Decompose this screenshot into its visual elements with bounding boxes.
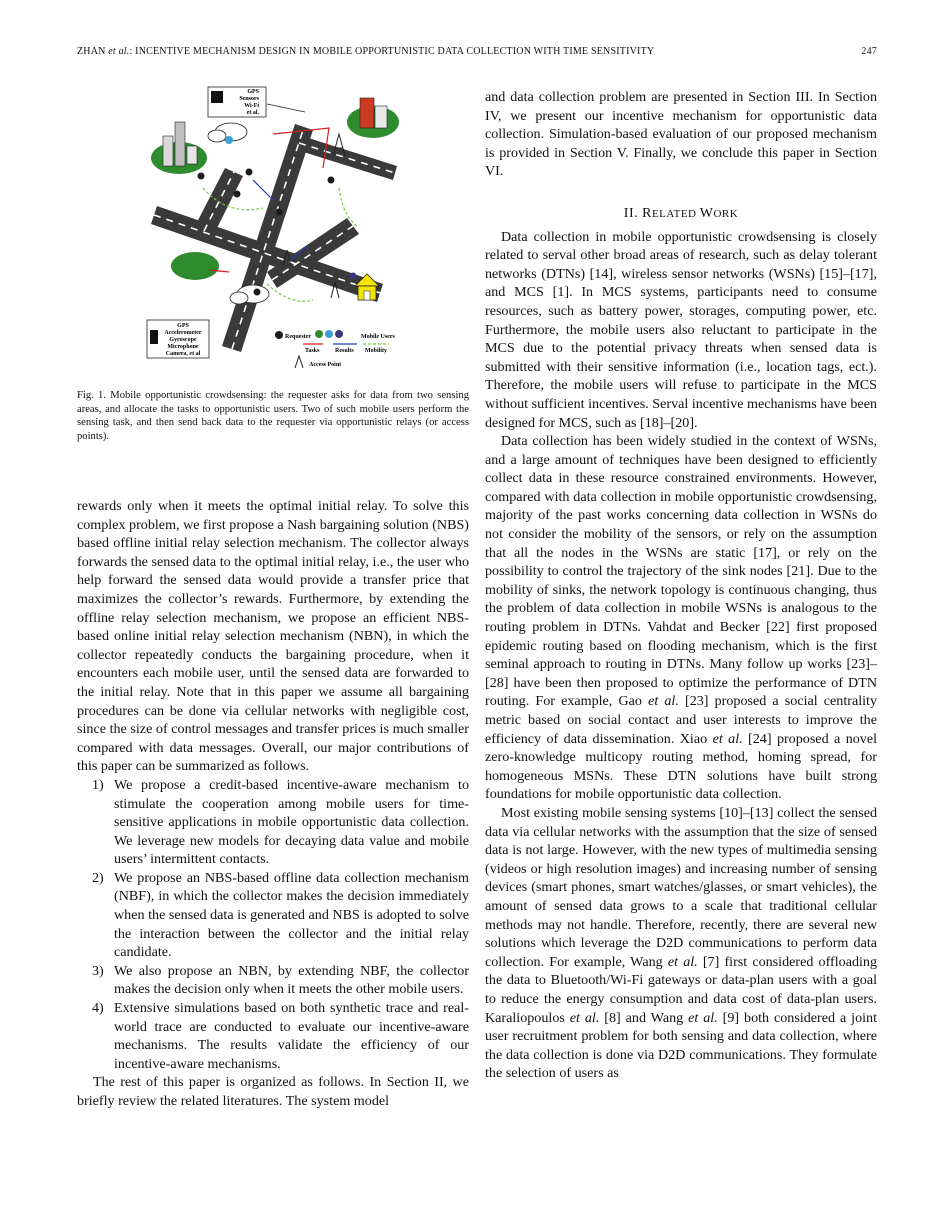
figure-legend [275, 330, 395, 368]
contributions-list [77, 776, 469, 1074]
legend-tasks: Tasks [305, 348, 320, 354]
right-para-1: Data collection in mobile opportunistic crowdsensing is closely related to serval other broad areas of research, such as delay tolerant networks (DTNs) [14], wireless sensor networks (WSNs) [15]–[17], and MCS [1]. In MCS systems, participants need to consume resources, such as battery power, storages, computing power, etc. Furthermore, the mobile users also reluctant to participate in the MCS due to the potential privacy threats when sensed data is submitted with their sensitive information (i.e., location tags, ect.). Therefore, the mobile users will refuse to participate in the MCS without sufficient incentives. Serval incentive mechanisms have been designed for MCS, such as [18]–[20]. [485, 228, 877, 431]
left-column [77, 497, 469, 1111]
list-item: 1) We propose a credit-based incentive-aware mechanism to stimulate the cooperation among mobile users for time-sensitive applications in mobile opportunistic data collection. We leverage new models for decaying data value and mobile users’ intermittent contacts. [92, 776, 469, 868]
sensor-box-bottom [147, 320, 209, 358]
list-item: 2) We propose an NBS-based offline data collection mechanism (NBF), in which the collector makes the decision immediately when the sensed data is generated and NBS is adopted to solve the interaction between the collector and the initial relay candidate. [92, 869, 469, 961]
figure-caption [77, 389, 469, 443]
legend-mobility: Mobility [365, 348, 387, 354]
box-top-line-3: Wi-Fi [244, 103, 259, 109]
figure-1 [77, 76, 469, 396]
crowdsensing-illustration [77, 76, 469, 386]
section-heading: II. RELATED WORK [623, 205, 739, 221]
box-top-line-2: Sensors [239, 96, 259, 102]
box-top-line-1: GPS [247, 89, 259, 95]
sensor-box-top [208, 87, 305, 117]
left-para-2: The rest of this paper is organized as follows. In Section II, we briefly review the related literatures. The system model [77, 1074, 469, 1109]
box-bottom-line-5: Camera, et al [165, 351, 201, 357]
box-bottom-line-3: Gyroscope [169, 337, 197, 343]
legend-access-point: Access Point [309, 362, 342, 368]
list-item: 4) Extensive simulations based on both synthetic trace and real-world trace are conducted to evaluate our incentive-aware mechanisms. The results validate the efficiency of our incentive-aware mechanisms. [92, 1000, 469, 1072]
running-title: ZHAN et al.: INCENTIVE MECHANISM DESIGN IN MOBILE OPPORTUNISTIC DATA COLLECTION WITH TIME SENSITIVITY [77, 46, 655, 57]
building-right-icon [360, 98, 387, 128]
caption-label: Fig. 1. [77, 390, 106, 401]
box-top-line-4: et al. [246, 110, 259, 116]
box-bottom-line-4: Microphone [167, 344, 199, 350]
page-number: 247 [861, 46, 877, 57]
legend-mobile-users: Mobile Users [361, 334, 395, 340]
right-para-0: and data collection problem are presented in Section III. In Section IV, we present our incentive mechanism for opportunistic data collection. Simulation-based evaluation of our proposed mechanism is provided in Section V. Finally, we conclude this paper in Section VI. [485, 89, 877, 180]
right-para-3: Most existing mobile sensing systems [10]–[13] collect the sensed data via cellular networks with the assumption that the size of sensed data is not large. However, with the new types of multimedia sensing (videos or high resolution images) and increasing number of sensing devices (smart phones, smart watches/glasses, or smart vehicles), the amount of sensed data grows to a scale that traditional cellular methods may not handle. Therefore, recently, there are several new solutions which leverage the D2D communications to perform data collection. For example, Wang et al. [7] first considered offloading the data to Bluetooth/Wi-Fi gateways or data-plan users with a goal to reduce the energy consumption and data cost of data-plan users. Karaliopoulos et al. [8] and Wang et al. [9] both considered a joint user recruitment problem for both sensing and data collection, where the data collection is done via D2D communications. They formulate the selection of users as [485, 804, 878, 1082]
running-header [77, 46, 877, 60]
right-para-2: Data collection has been widely studied in the context of WSNs, and a large amount of techniques have been designed to efficiently collect data in these resource constrained environments. However, compared with data collection in mobile opportunistic crowdsensing, majority of the past works concerning data collection in WSNs do not consider the mobility of the sensors, or rely on the assumption that all the nodes in the WSNs are static [17], or rely on the possibility to control the trajectory of the sink nodes [21]. Due to the mobility of sinks, the network topology is continuous changing, thus the problem of data collection in mobile WSNs is analogous to the routing problem in DTNs. Vahdat and Becker [22] first proposed epidemic routing based on flooding mechanism, which is the first seminal approach to routing in DTNs. Many follow up works [23]–[28] have been then proposed to optimize the performance of DTN routing. For example, Gao et al. [23] proposed a social centrality metric based on social contact and user interests to improve the efficiency of data dissemination. Xiao et al. [24] proposed a novel zero-knowledge multicopy routing method, homing spread, for homogeneous MSNs. These DTN solutions have built strong foundations for mobile opportunistic data collection. [485, 433, 878, 803]
legend-requester: Requester [285, 334, 311, 340]
box-bottom-line-1: GPS [177, 323, 189, 329]
right-column [485, 88, 877, 1083]
grass-area-bottom [171, 252, 219, 280]
cloud-bottom-icon [230, 285, 269, 304]
left-para-1: rewards only when it meets the optimal initial relay. To solve this complex problem, we first propose a Nash bargaining solution (NBS) based offline initial relay selection mechanism. The collector always forwards the sensed data to the optimal initial relay, i.e., the user who help forward the sensed data would provide a transfer price that maximizes the collector’s rewards. Furthermore, by extending the offline relay selection mechanism, we propose an efficient NBS-based online initial relay selection mechanism (NBN), in which the collector repeatedly conducts the bargaining procedure, when it encounters each mobile user, until the sensed data are forwarded to the initial relay. Note that in this paper we assume all bargaining procedures can be done via cellular networks with negligible cost, since the size of control messages and transfer prices is much smaller compared with data messages. Overall, our major contributions of this paper can be summarized as follows. [77, 498, 469, 775]
list-item: 3) We also propose an NBN, by extending NBF, the collector makes the decision only when it meets the other mobile users. [92, 962, 469, 998]
box-bottom-line-2: Accelerometer [164, 330, 202, 336]
legend-results: Results [335, 348, 354, 354]
caption-text: Mobile opportunistic crowdsensing: the requester asks for data from two sensing areas, and allocate the tasks to opportunistic users. Two of such mobile users perform the sensing task, and then send back data to the requester via opportunistic relays (or access points). [77, 390, 469, 442]
